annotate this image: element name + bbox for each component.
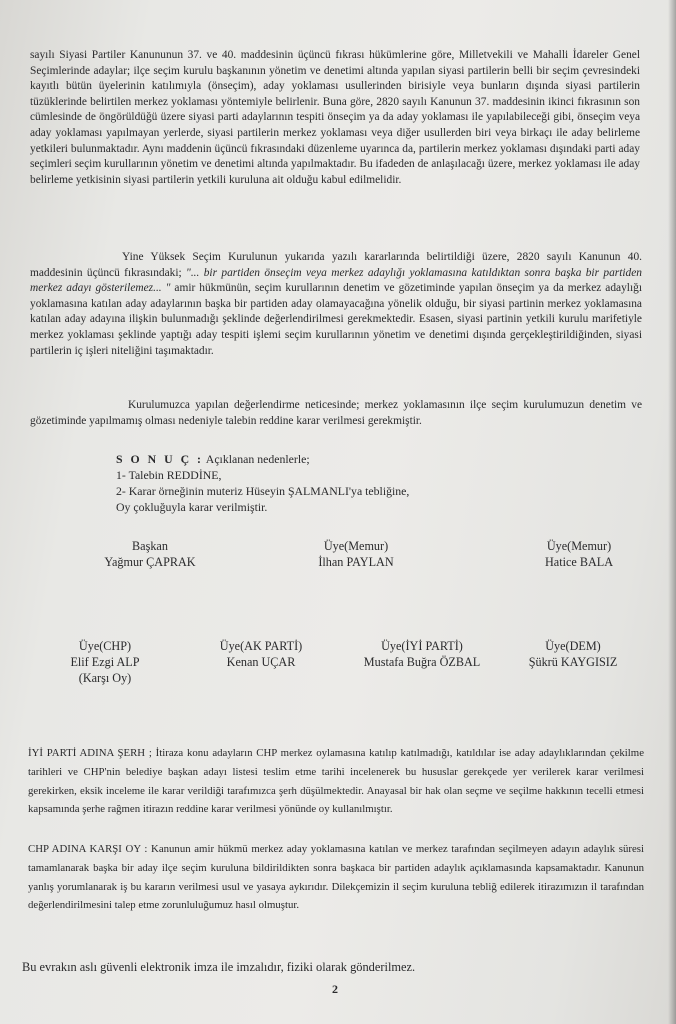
signature-name: Hatice BALA bbox=[544, 555, 614, 569]
signature-role: Üye(CHP) bbox=[78, 639, 132, 653]
signature-note: (Karşı Oy) bbox=[78, 671, 132, 685]
signature-role: Üye(DEM) bbox=[545, 639, 601, 653]
conclusion-item-3: Oy çokluğuyla karar verilmiştir. bbox=[116, 500, 268, 514]
signature-name: Elif Ezgi ALP bbox=[70, 655, 140, 669]
signature-name: Şükrü KAYGISIZ bbox=[528, 655, 618, 669]
page-number: 2 bbox=[332, 982, 338, 996]
signature-name: Yağmur ÇAPRAK bbox=[104, 555, 196, 569]
conclusion-intro: Açıklanan nedenlerle; bbox=[205, 452, 310, 466]
signature-name: Kenan UÇAR bbox=[226, 655, 296, 669]
paragraph-2-end: amir hükmünün, seçim kurullarının denetim ve gözetiminde yapılan önseçim ya da merkez adaylığı yoklamasına katılan aday adaylarının başka bir partiden aday olamayacağına yönelik olduğu, bir siyasi partinin merkez yoklamasına katılan aday adayına ilişkin bulunmadığı şeklinde değerlendirilmesi gerekmektedir. Esasen, siyasi partinin yetkili kurulu marifetiyle merkez yoklaması şeklinde yaptığı aday tespiti işlemi seçim kurullarının yönetim ve denetimi dışında gerçekleştirildiğinden, siyasi partilerin iç işleri niteliğini taşımaktadır. bbox=[30, 282, 642, 357]
conclusion-title: S O N U Ç : bbox=[116, 452, 204, 466]
iyi-parti-statement: İYİ PARTİ ADINA ŞERH ; İtiraza konu adayların CHP merkez oylamasına katılıp katılmadığı, katıldılar ise aday adaylıklarından çekilme tarihleri ve CHP'nin belediye başkan adayı listesi teslim etme tarihi incelenerek bu hususlar gerekçede yer verilerek karar verilmesi gerekirken, eksik inceleme ile karar verildiği tarafımızca şerh düşülmektedir. Anayasal bir hak olan seçme ve seçilme hakkının tecelli etmesi kapsamında şerhe rağmen itirazın reddine karar verilmesi yönünde oy kullanılmıştır. bbox=[28, 747, 644, 816]
chp-dissent-statement: CHP ADINA KARŞI OY : Kanunun amir hükmü merkez aday yoklamasına katılan ve merkez tarafından seçilmeyen adayın adaylık süresi tamamlanarak başka bir aday ilçe seçim kuruluna bildirildikten sonra başkaca bir partiden adaylık açıklamasında kapsamaktadır. Kanunun yanlış yorumlanarak iş bu kararın verilmesi usul ve yasaya aykırıdır. Dilekçemizin il seçim kuruluna tebliğ edilerek itirazımızın il tarafından değerlendirilmesini talep etme zorunluluğumuz hasıl olmuştur. bbox=[28, 843, 644, 912]
conclusion-section bbox=[116, 451, 576, 515]
paragraph-2-start: Yine Yüksek Seçim Kurulunun yukarıda yazılı kararlarında belirtildiği üzere, 2820 sayılı Kanunun 40. maddesinin üçüncü fıkrasındaki; bbox=[30, 251, 642, 279]
signature-name: İlhan PAYLAN bbox=[318, 555, 394, 569]
signature-member-ak-parti bbox=[176, 638, 346, 670]
signature-member-civil-1 bbox=[281, 538, 431, 570]
paragraph-1: sayılı Siyasi Partiler Kanununun 37. ve 40. maddesinin üçüncü fıkrası hükümlerine göre, Milletvekili ve Mahalli İdareler Genel Seçimlerinde adaylar; ilçe seçim kurulu başkanının yönetim ve denetimi altında yapılan siyasi partilerin belli bir seçim çevresindeki kayıtlı bütün üyelerinin katılımıyla (önseçim), aday yoklaması usullerinden birisiyle veya bunların dışında siyasi partilerin tüzüklerinde belirtilen merkez yoklaması yöntemiyle belirlenir. Buna göre, 2820 sayılı Kanunun 37. maddesinin ikinci fıkrasının son cümlesinde de öngörüldüğü üzere siyasi parti adaylarının tespiti önseçim ya da aday yoklaması ile yapılabileceği gibi, önseçim veya aday yoklaması yapılmayan yerlerde, siyasi partilerin merkez yoklaması veya diğer usullerden biri veya birkaçı ile aday belirleme yetkileri bulunmaktadır. Aynı maddenin üçüncü fıkrasındaki düzenleme uyarınca da, partilerin merkez yoklaması dışındaki parti aday seçimleri seçim kurullarının yönetim ve denetimi altında yapılmaktadır. Bu ifadeden de anlaşılacağı üzere, merkez yoklaması ile aday belirleme yetkisinin siyasi partilerin yetkili kuruluna ait olduğu kabul edilmelidir. bbox=[30, 49, 640, 186]
signature-name: Mustafa Buğra ÖZBAL bbox=[363, 655, 481, 669]
conclusion-item-1: 1- Talebin REDDİNE, bbox=[116, 468, 222, 482]
signature-role: Üye(Memur) bbox=[323, 539, 389, 553]
conclusion-item-2: 2- Karar örneğinin muteriz Hüseyin ŞALMANLI'ya tebliğine, bbox=[116, 484, 410, 498]
signature-member-iyi-parti bbox=[337, 638, 507, 670]
signature-chairman bbox=[75, 538, 225, 570]
paragraph-2-quote: "... bir partiden önseçim veya merkez adaylığı yoklamasına katıldıktan sonra başka bir partiden merkez adayı gösterilemez... " bbox=[30, 266, 642, 295]
signature-role: Üye(İYİ PARTİ) bbox=[381, 639, 463, 653]
signature-role: Üye(Memur) bbox=[546, 539, 612, 553]
conclusion-heading bbox=[116, 451, 576, 467]
signature-member-dem bbox=[488, 638, 658, 670]
e-signature-note: Bu evrakın aslı güvenli elektronik imza ile imzalıdır, fiziki olarak gönderilmez. bbox=[22, 960, 416, 974]
signature-role: Üye(AK PARTİ) bbox=[219, 639, 303, 653]
paragraph-3: Kurulumuzca yapılan değerlendirme neticesinde; merkez yoklamasının ilçe seçim kurulumuzun denetim ve gözetiminde yapılmamış olması nedeniyle talebin reddine karar verilmesi gerekmiştir. bbox=[30, 399, 642, 427]
signature-member-civil-2 bbox=[504, 538, 654, 570]
signature-member-chp bbox=[20, 638, 190, 686]
paragraph-2 bbox=[30, 250, 642, 359]
signature-role: Başkan bbox=[132, 539, 168, 553]
